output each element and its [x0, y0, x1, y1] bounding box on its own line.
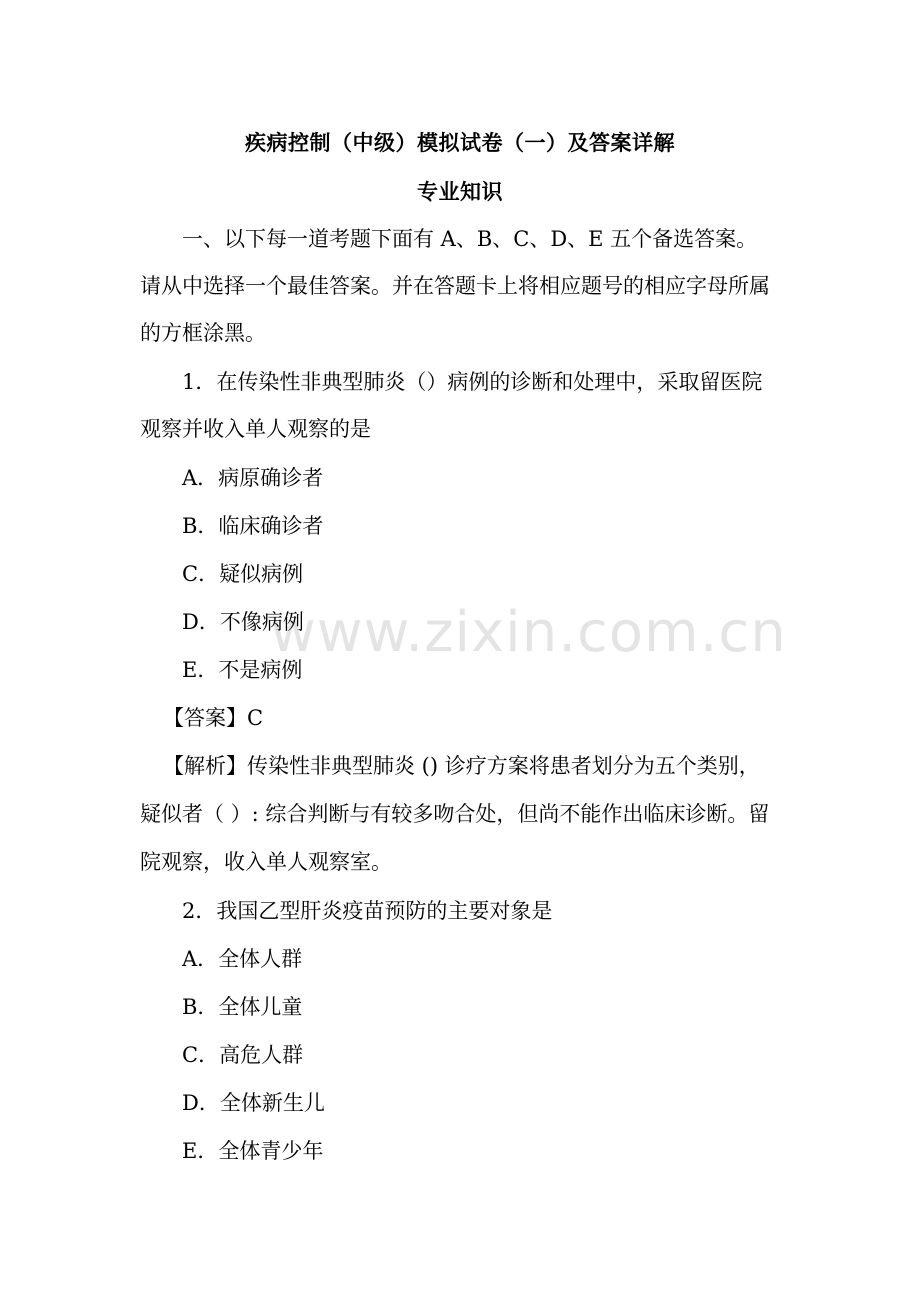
instruction-line-2: 请从中选择一个最佳答案。并在答题卡上将相应题号的相应字母所属 [140, 274, 770, 298]
instruction-line-3: 的方框涂黑。 [140, 321, 266, 345]
q2-option-d: D．全体新生儿 [182, 1091, 325, 1115]
q2-option-e: E．全体青少年 [182, 1139, 324, 1163]
q1-option-b: B．临床确诊者 [182, 514, 324, 538]
q2-option-b: B．全体儿童 [182, 995, 303, 1019]
q2-option-c: C．高危人群 [182, 1043, 304, 1067]
q1-analysis-line-1: 【解析】传染性非典型肺炎 () 诊疗方案将患者划分为五个类别， [163, 754, 760, 778]
q1-answer: 【答案】C [163, 706, 264, 730]
q2-option-a: A．全体人群 [182, 947, 303, 971]
q1-option-a: A．病原确诊者 [182, 466, 324, 490]
q2-stem: 2．我国乙型肝炎疫苗预防的主要对象是 [182, 899, 553, 923]
q1-stem-line-1: 1．在传染性非典型肺炎（）病例的诊断和处理中，采取留医院 [182, 370, 763, 394]
instruction-line-1: 一、以下每一道考题下面有 A、B、C、D、E 五个备选答案。 [182, 227, 758, 251]
q1-analysis-line-2: 疑似者（ ）: 综合判断与有较多吻合处，但尚不能作出临床诊断。留 [140, 802, 770, 826]
q1-stem-line-2: 观察并收入单人观察的是 [140, 417, 371, 441]
q1-option-d: D．不像病例 [182, 610, 304, 634]
q1-option-c: C．疑似病例 [182, 562, 304, 586]
document-title: 疾病控制（中级）模拟试卷（一）及答案详解 [245, 130, 675, 155]
q1-option-e: E．不是病例 [182, 658, 303, 682]
q1-analysis-line-3: 院观察，收入单人观察室。 [140, 850, 392, 874]
watermark: www.zixin.com.cn [270, 600, 787, 665]
section-subtitle: 专业知识 [417, 179, 503, 204]
